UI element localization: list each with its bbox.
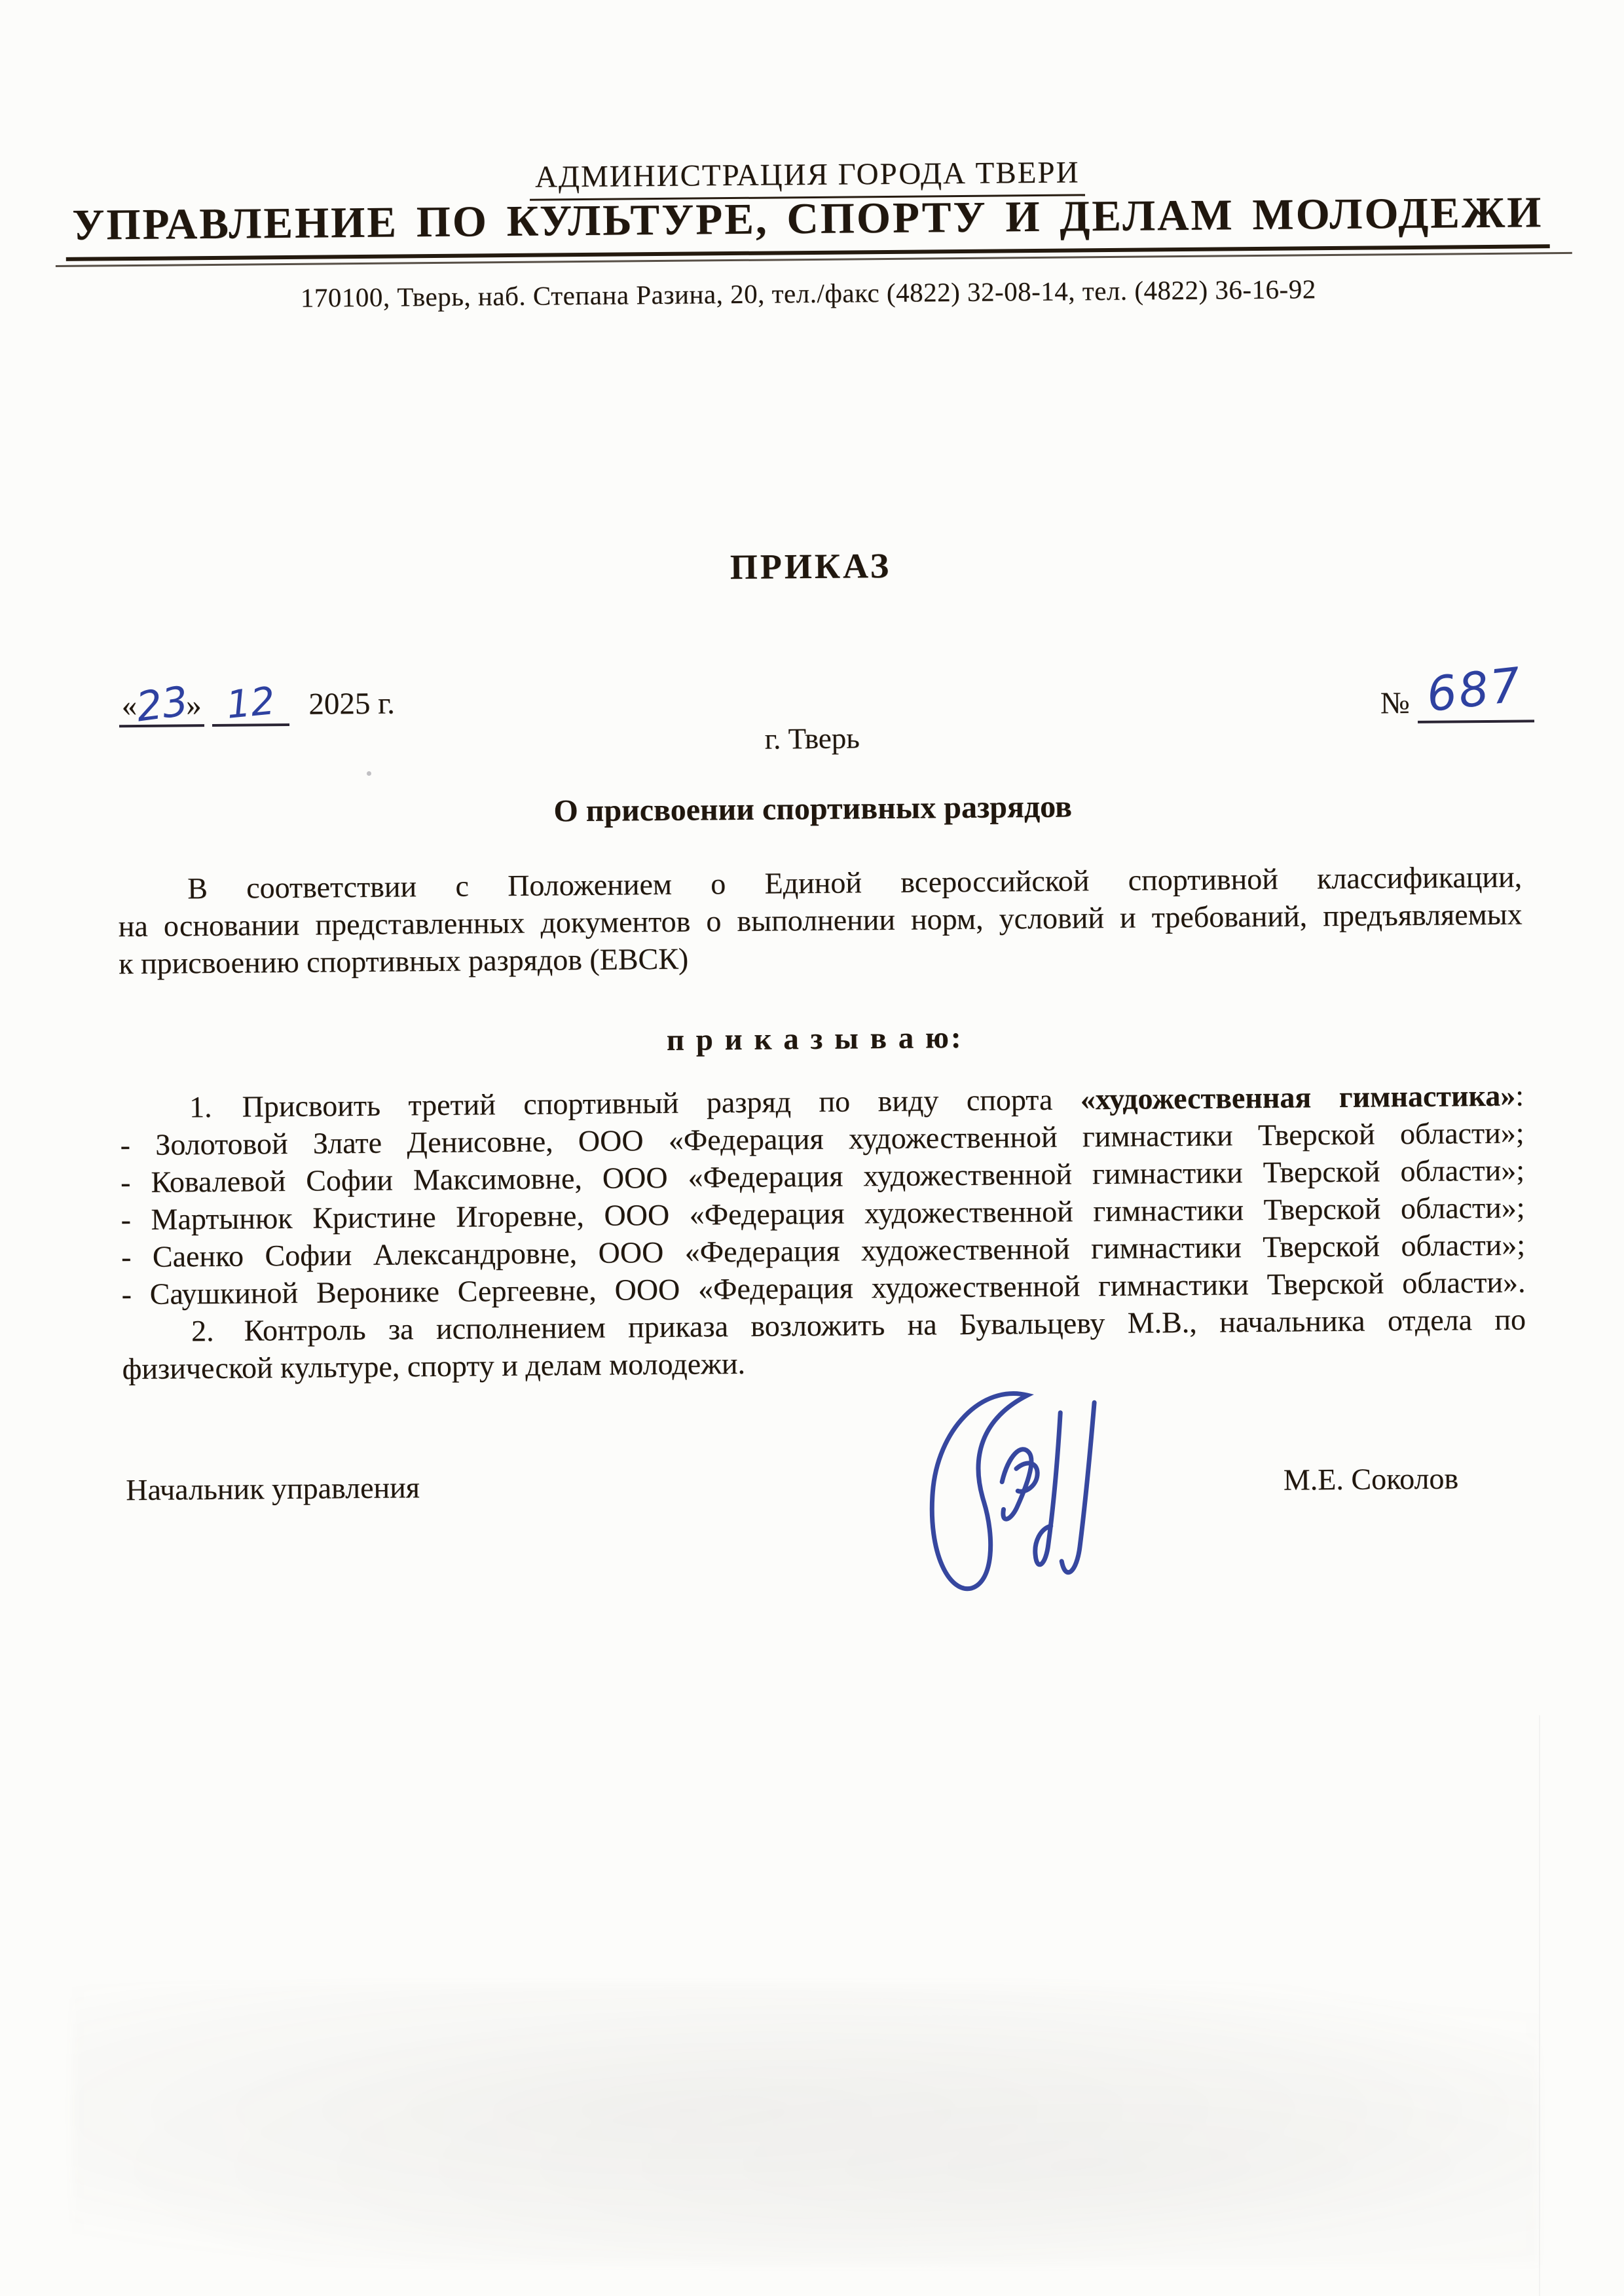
intro-line: В соответствии с Положением о Единой всероссийской спортивной классификации, <box>187 860 1522 905</box>
handwritten-number: 687 <box>1424 657 1526 723</box>
address-line: 170100, Тверь, наб. Степана Разина, 20, тел./факс (4822) 32-08-14, тел. (4822) 36-16-92 <box>300 274 1316 313</box>
day-field <box>119 676 204 731</box>
item1-prefix: 1. Присвоить третий спортивный разряд по виду спорта <box>189 1082 1081 1124</box>
close-quote: » <box>185 688 202 723</box>
month-field <box>212 678 289 727</box>
recipient-line: - Золотовой Злате Денисовне, ООО «Федерация художественной гимнастики Тверской области»; <box>120 1116 1524 1162</box>
handwritten-signature <box>864 1376 1147 1608</box>
scan-streak <box>1539 1715 1540 2296</box>
subject-line: О присвоении спортивных разрядов <box>553 789 1073 829</box>
scan-smudge <box>72 1984 1539 2265</box>
place-line: г. Тверь <box>764 721 860 756</box>
open-quote: « <box>121 688 138 723</box>
signer-position: Начальник управления <box>125 1470 420 1507</box>
year-label: 2025 г. <box>308 686 396 721</box>
recipient-line: - Ковалевой Софии Максимовне, ООО «Федерация художественной гимнастики Тверской области»; <box>120 1153 1525 1199</box>
item1-bold-phrase: «художественная гимнастика» <box>1080 1078 1516 1116</box>
org-name-text: АДМИНИСТРАЦИЯ ГОРОДА ТВЕРИ <box>530 155 1085 200</box>
scan-speck <box>367 771 371 776</box>
item2-line: физической культуре, спорту и делам молодежи. <box>122 1346 746 1386</box>
intro-paragraph <box>118 858 1522 983</box>
document-title: ПРИКАЗ <box>729 545 892 587</box>
handwritten-month: 12 <box>224 678 277 727</box>
item2-line: 2. Контроль за исполнением приказа возложить на Бувальцеву М.В., начальника отдела по <box>191 1302 1526 1348</box>
recipient-line: - Саенко Софии Александровне, ООО «Федерация художественной гимнастики Тверской области»; <box>120 1228 1526 1274</box>
number-sign: № <box>1380 686 1410 721</box>
signer-name: М.Е. Соколов <box>1283 1461 1459 1497</box>
intro-line: на основании представленных документов о выполнении норм, условий и требований, предъявляемых <box>118 897 1522 943</box>
item1-suffix: : <box>1515 1078 1524 1112</box>
department-name-text: УПРАВЛЕНИЕ ПО КУЛЬТУРЕ, СПОРТУ И ДЕЛАМ МОЛОДЕЖИ <box>65 187 1550 261</box>
intro-line: к присвоению спортивных разрядов (ЕВСК) <box>118 941 689 981</box>
handwritten-day: 23 <box>133 676 191 731</box>
recipients-list <box>120 1114 1525 1313</box>
recipient-line: - Саушкиной Веронике Сергеевне, ООО «Федерация художественной гимнастики Тверской области». <box>121 1265 1526 1311</box>
order-item-2 <box>122 1301 1526 1388</box>
decree-word: п р и к а з ы в а ю: <box>666 1021 963 1057</box>
recipient-line: - Мартынюк Кристине Игоревне, ООО «Федерация художественной гимнастики Тверской области»; <box>120 1190 1525 1237</box>
date-field <box>119 676 396 731</box>
